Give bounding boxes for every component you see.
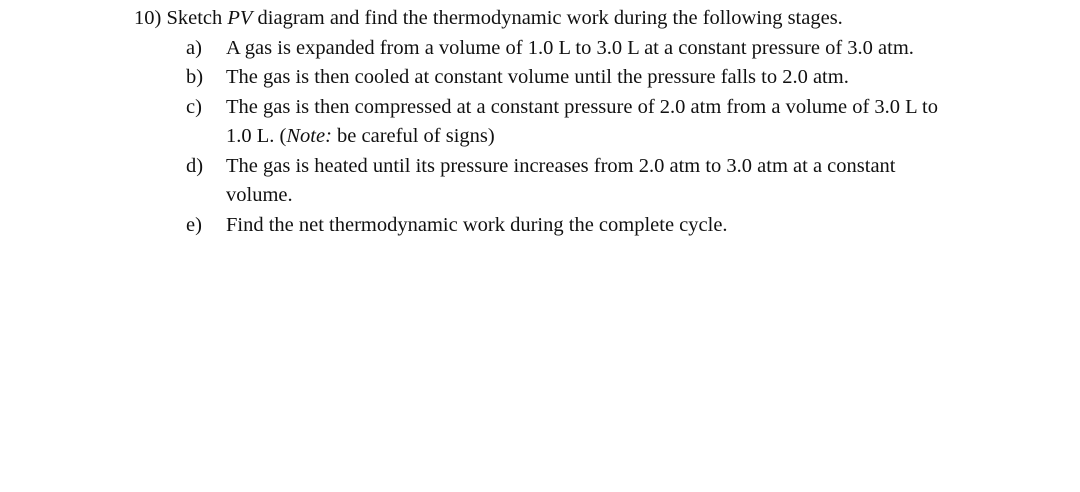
part-line: The gas is then compressed at a constant pressure of 2.0 atm from a volume of 3.0 L to [226, 95, 938, 118]
part-text [226, 34, 1034, 64]
part-c [134, 93, 1034, 152]
part-text [226, 152, 1034, 211]
part-line: The gas is then cooled at constant volume until the pressure falls to 2.0 atm. [226, 66, 849, 88]
part-letter: d) [186, 154, 204, 177]
part-line: Find the net thermodynamic work during the complete cycle. [226, 213, 728, 236]
problem-intro-prefix: Sketch [166, 7, 228, 29]
part-text [226, 63, 1034, 93]
note-prefix: 1.0 L. ( [226, 125, 287, 147]
part-text [226, 211, 1034, 241]
part-letter: a) [186, 36, 202, 59]
part-a [134, 34, 1034, 64]
part-line: volume. [226, 184, 293, 206]
part-e [134, 211, 1034, 241]
problem-number: 10) [134, 7, 162, 29]
part-letter: c) [186, 95, 202, 118]
part-letter: b) [186, 66, 204, 88]
part-line: A gas is expanded from a volume of 1.0 L to 3.0 L at a constant pressure of 3.0 atm. [226, 36, 914, 59]
problem-parts-list [134, 34, 1034, 241]
part-line-with-note [226, 122, 1034, 152]
part-d [134, 152, 1034, 211]
part-letter: e) [186, 213, 202, 236]
note-text: be careful of signs) [331, 125, 495, 147]
part-text [226, 93, 1034, 152]
problem-intro-italic: PV [227, 7, 253, 29]
part-line: The gas is heated until its pressure increases from 2.0 atm to 3.0 atm at a constant [226, 154, 896, 177]
part-b [134, 63, 1034, 93]
problem-10 [134, 4, 1034, 240]
note-label: Note: [286, 125, 332, 147]
problem-heading [134, 4, 1034, 34]
problem-intro-suffix: diagram and find the thermodynamic work during the following stages. [252, 7, 843, 29]
